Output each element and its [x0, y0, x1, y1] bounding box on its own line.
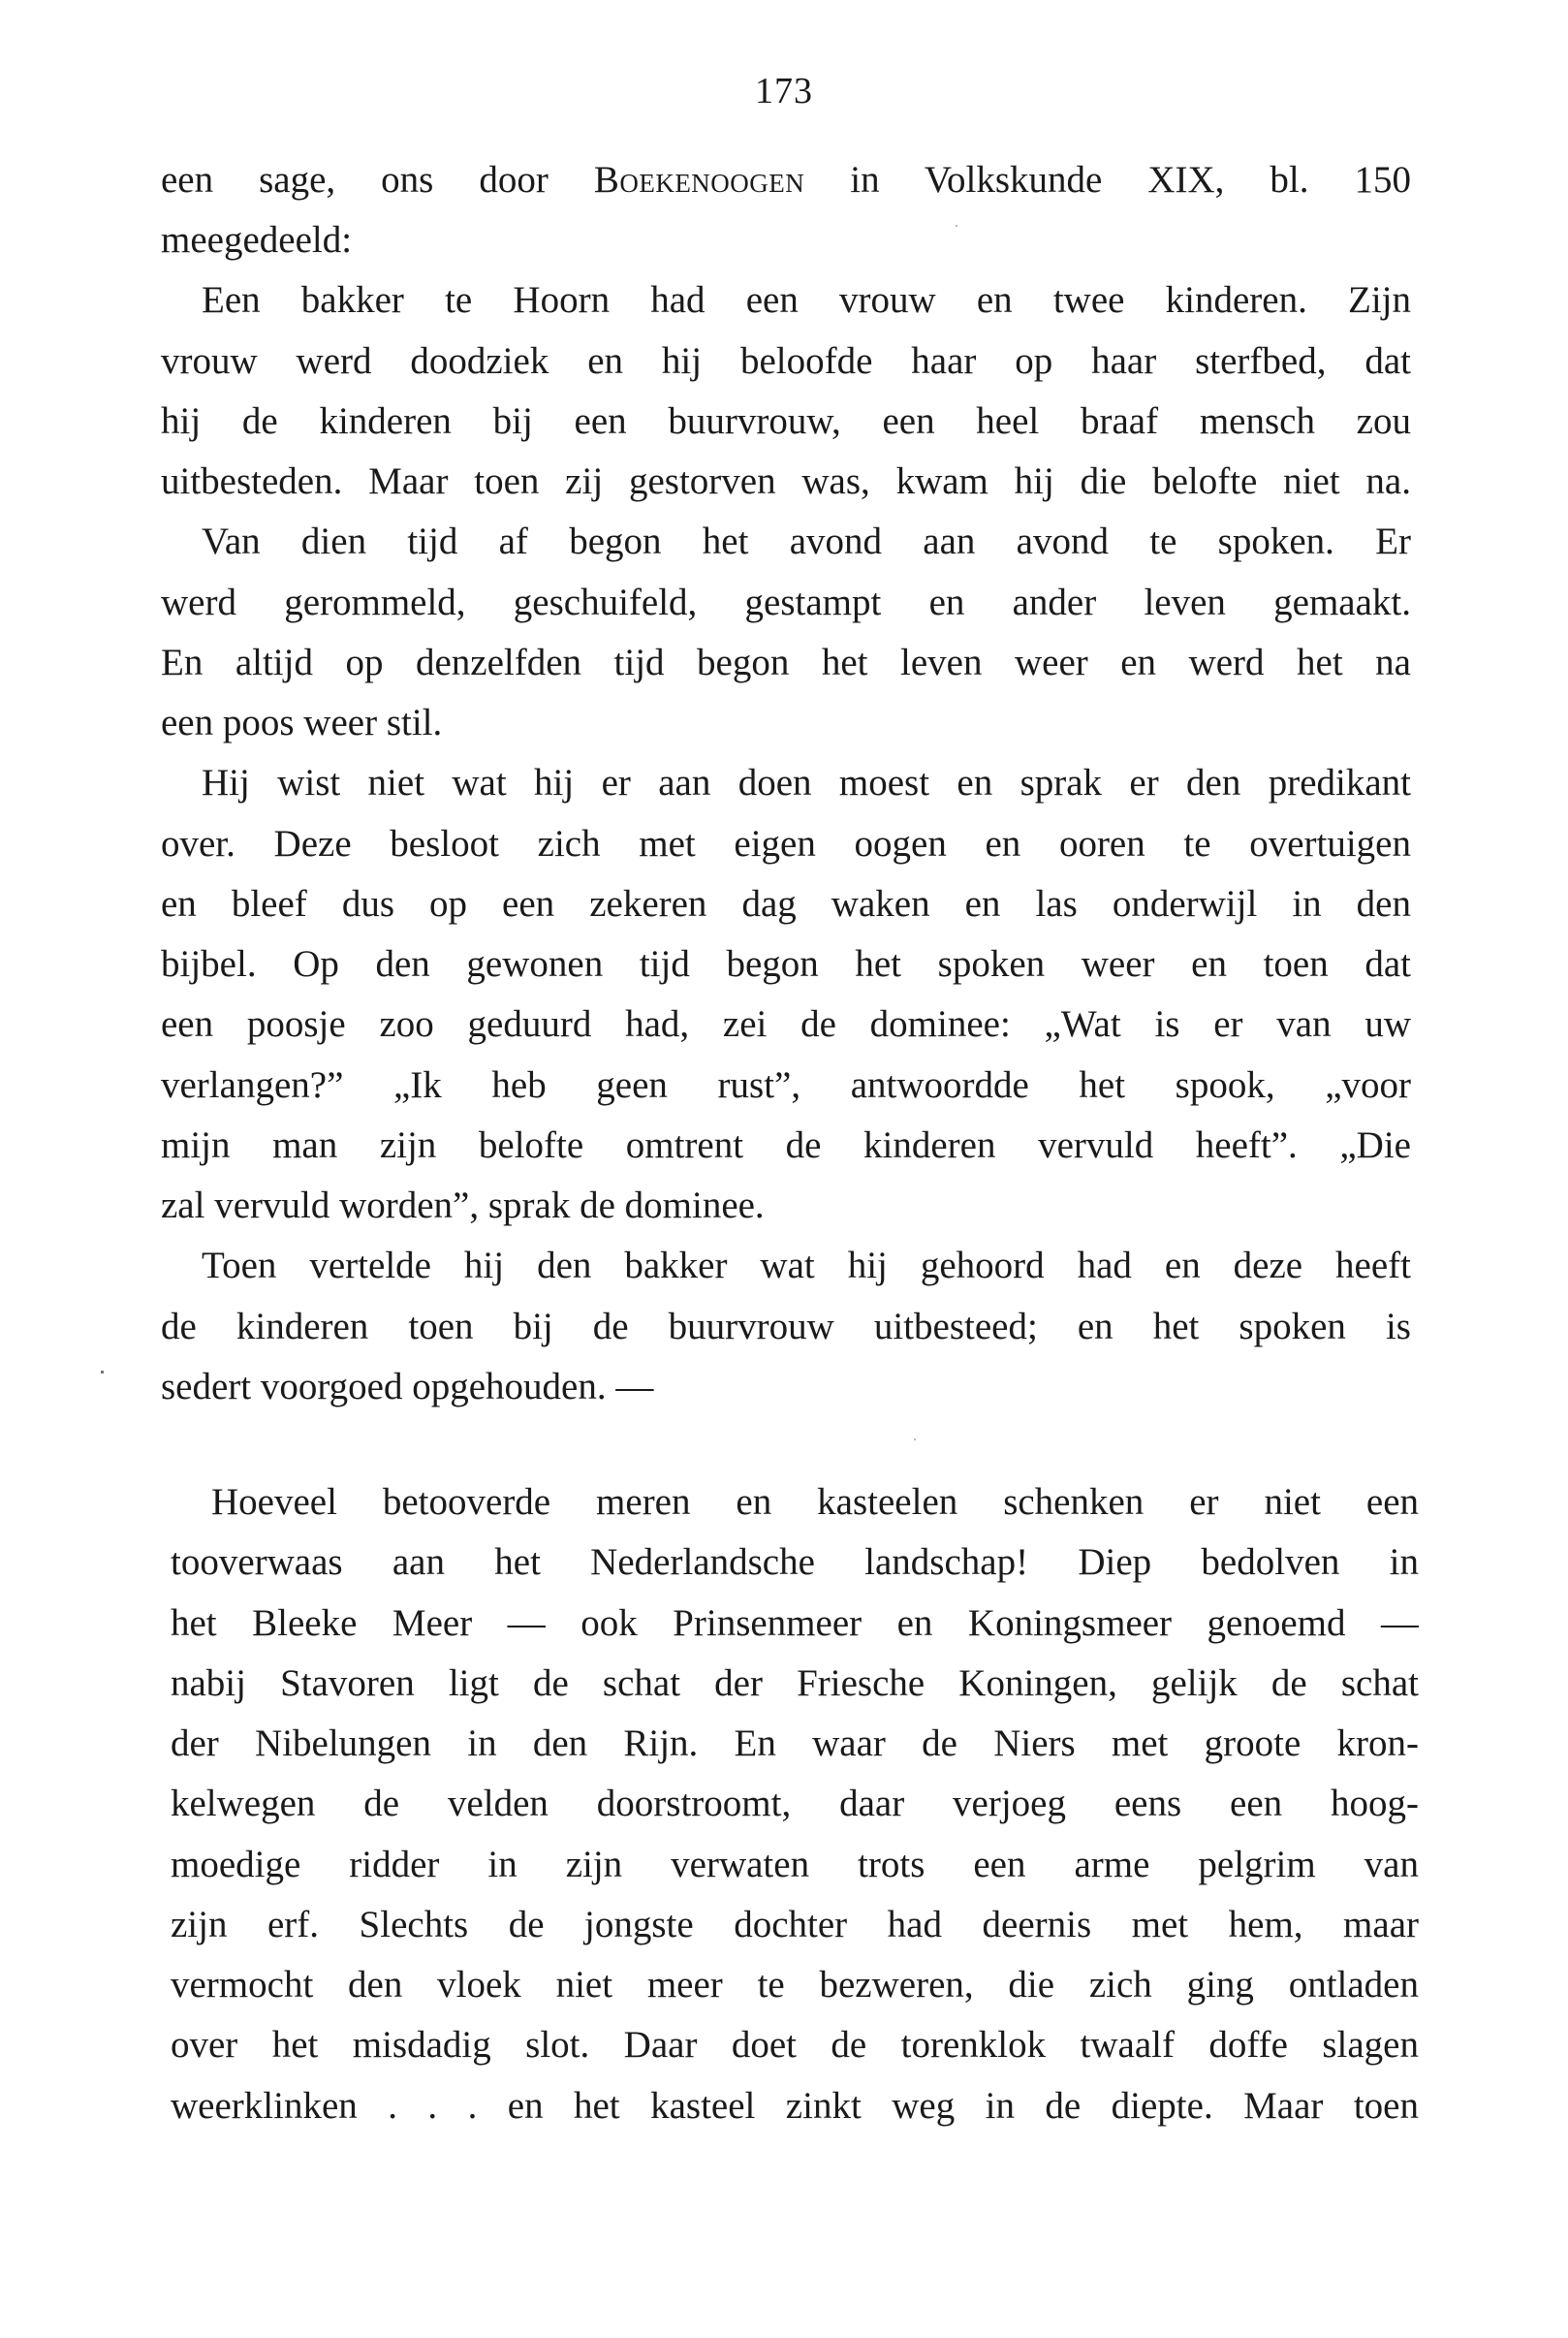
- text-line: moedige ridder in zijn verwaten trots een arme pelgrim van: [171, 1844, 1419, 1885]
- text-line: het Bleeke Meer — ook Prinsenmeer en Koningsmeer genoemd —: [171, 1602, 1419, 1644]
- scan-speck: [101, 1371, 104, 1374]
- text-line: Hoeveel betooverde meren en kasteelen schenken er niet een: [211, 1481, 1419, 1523]
- text-line: bijbel. Op den gewonen tijd begon het spoken weer en toen dat: [161, 943, 1411, 985]
- text-line: hij de kinderen bij een buurvrouw, een heel braaf mensch zou: [161, 400, 1411, 442]
- text-line: de kinderen toen bij de buurvrouw uitbesteed; en het spoken is: [161, 1306, 1411, 1347]
- text-line: Hij wist niet wat hij er aan doen moest en sprak er den predikant: [202, 762, 1411, 804]
- text-line: Van dien tijd af begon het avond aan avond te spoken. Er: [202, 521, 1411, 562]
- page-number: 173: [755, 71, 813, 111]
- text-line: [161, 157, 1411, 204]
- text-line: mijn man zijn belofte omtrent de kinderen vervuld heeft”. „Die: [161, 1124, 1411, 1166]
- text-segment: een sage, ons door: [161, 159, 594, 201]
- text-line: over. Deze besloot zich met eigen oogen en ooren te overtuigen: [161, 823, 1411, 865]
- text-line: weerklinken . . . en het kasteel zinkt weg in de diepte. Maar toen: [171, 2085, 1419, 2127]
- text-line: nabij Stavoren ligt de schat der Friesche Koningen, gelijk de schat: [171, 1662, 1419, 1704]
- text-line: werd gerommeld, geschuifeld, gestampt en ander leven gemaakt.: [161, 582, 1411, 623]
- text-line: der Nibelungen in den Rijn. En waar de Niers met groote kron-: [171, 1722, 1419, 1764]
- text-line: vermocht den vloek niet meer te bezweren, die zich ging ontladen: [171, 1964, 1419, 2006]
- text-line: een poos weer stil.: [161, 702, 443, 743]
- author-name: Boekenoogen: [593, 159, 805, 201]
- text-line: Een bakker te Hoorn had een vrouw en twee kinderen. Zijn: [202, 279, 1411, 321]
- text-line: uitbesteden. Maar toen zij gestorven was, kwam hij die belofte niet na.: [161, 460, 1411, 502]
- text-line: kelwegen de velden doorstroomt, daar verjoeg eens een hoog-: [171, 1783, 1419, 1824]
- text-line: sedert voorgoed opgehouden. —: [161, 1366, 654, 1407]
- text-line: tooverwaas aan het Nederlandsche landschap! Diep bedolven in: [171, 1541, 1419, 1583]
- text-line: over het misdadig slot. Daar doet de torenklok twaalf doffe slagen: [171, 2024, 1419, 2066]
- text-line: zal vervuld worden”, sprak de dominee.: [161, 1185, 765, 1226]
- text-line: En altijd op denzelfden tijd begon het leven weer en werd het na: [161, 642, 1411, 683]
- text-line: een poosje zoo geduurd had, zei de dominee: „Wat is er van uw: [161, 1003, 1411, 1045]
- scan-speck: [956, 225, 957, 227]
- scan-speck: [914, 1438, 916, 1440]
- text-line: zijn erf. Slechts de jongste dochter had deernis met hem, maar: [171, 1904, 1419, 1945]
- text-line: meegedeeld:: [161, 219, 353, 261]
- text-line: verlangen?” „Ik heb geen rust”, antwoordde het spook, „voor: [161, 1064, 1411, 1106]
- text-segment: in Volkskunde XIX, bl. 150: [804, 159, 1411, 201]
- text-line: en bleef dus op een zekeren dag waken en las onderwijl in den: [161, 883, 1411, 925]
- text-line: vrouw werd doodziek en hij beloofde haar op haar sterfbed, dat: [161, 340, 1411, 382]
- text-line: Toen vertelde hij den bakker wat hij gehoord had en deze heeft: [202, 1245, 1411, 1286]
